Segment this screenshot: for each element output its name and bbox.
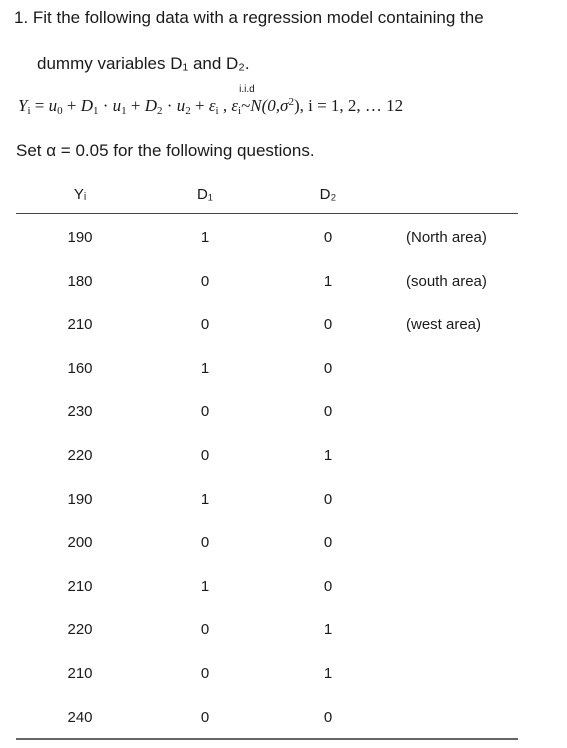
eq-d2: D [144,96,158,115]
eq-eps-sub: i [215,105,219,117]
eq-dist: N(0,σ [250,96,289,115]
table-top-rule [16,213,518,214]
eq-index: i = 1, 2, … 12 [308,96,404,115]
eq-dist-sup: 2 [288,96,294,108]
eq-u0: u [48,96,58,115]
area-note: (south area) [406,273,487,290]
area-note: (North area) [406,229,487,246]
eq-lhs: Y [18,96,28,115]
eq-eps2: ε [231,96,239,115]
eq-d1: D [80,96,93,115]
eq-u2-sub: 2 [185,105,191,117]
eq-lhs-sub: i [27,105,31,117]
regression-model-equation: $Y_i = u_0 + D_1 \cdot u_1 + D_2 \cdot u_2 + \varepsilon_i$ , $\varepsilon_i$ i.i.d $\sim N(0,\sigma^2)$, i = 1, 2, … 12 [18,84,404,117]
eq-eps: ε [208,96,216,115]
eq-u0-sub: 0 [57,105,63,117]
significance-level-text: Set α = 0.05 for the following questions. [16,141,315,160]
eq-dist-close: ), [293,96,304,115]
eq-d1-sub: 1 [93,105,99,117]
eq-u2: u [176,96,186,115]
table-bottom-rule [16,738,518,740]
eq-u1-sub: 1 [121,105,127,117]
eq-d2-sub: 2 [157,105,163,117]
eq-u1: u [112,96,122,115]
iid-label: i.i.d [239,84,255,95]
iid-tilde: i.i.d ~ [239,84,255,115]
eq-eps2-sub: i [238,105,242,117]
question-text-line2: dummy variables D₁ and D₂. [37,54,250,73]
question-text-line1: 1. Fit the following data with a regression model containing the [14,8,484,27]
area-note: (west area) [406,316,482,333]
